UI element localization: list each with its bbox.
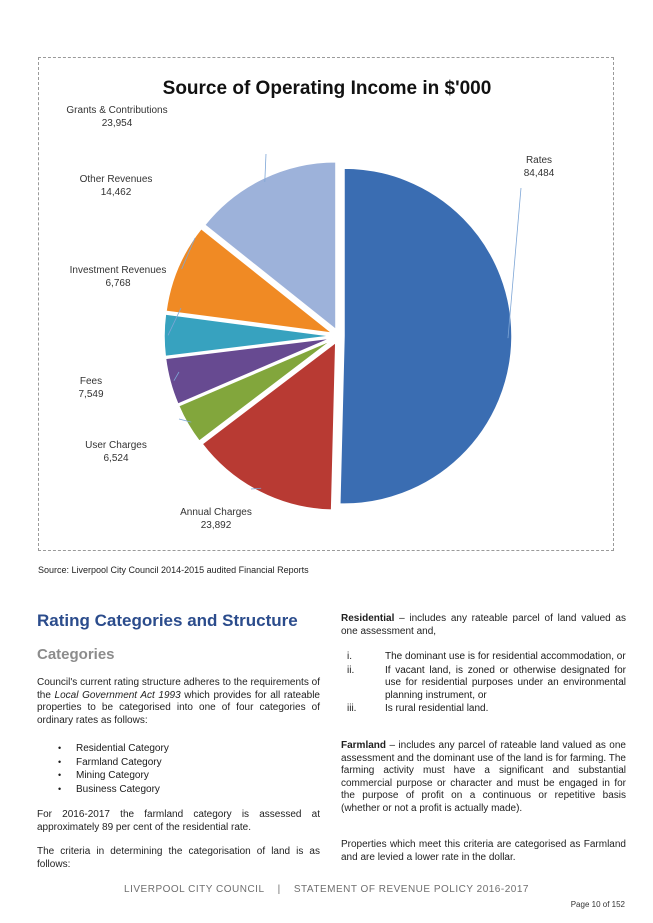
list-item: i. The dominant use is for residential accommodation, or [347, 651, 626, 662]
slice-label [85, 440, 147, 464]
farmland-paragraph: Farmland – includes any parcel of rateable land valued as one assessment and the dominant use of the land is for farming. The farming activity must have a significant and substantial commercial purpose or character and must be engaged in for the purpose of profit on a continuous or repetitive basis (whether or not a profit is actually made). [341, 740, 626, 814]
chart-title: Source of Operating Income in $'000 [162, 78, 492, 99]
slice-label [524, 155, 555, 179]
slice-value: 84,484 [523, 168, 555, 179]
slice-value: 6,768 [105, 278, 131, 289]
slice-name: Investment Revenues [69, 265, 167, 276]
slice-value: 7,549 [78, 389, 104, 400]
slice-label [78, 376, 103, 400]
list-item: ii. If vacant land, is zoned or otherwise designated for use for residential purposes under an environmental planning instrument, or [347, 664, 626, 701]
chart-frame [38, 57, 614, 551]
slice-name: Fees [79, 376, 103, 387]
residential-paragraph: Residential – includes any rateable parcel of land valued as one assessment and, [341, 613, 626, 637]
farmland-criteria-paragraph: Properties which meet this criteria are categorised as Farmland and are levied a lower rate in the dollar. [341, 839, 626, 863]
list-item: iii. Is rural residential land. [347, 703, 489, 714]
residential-criteria-list [341, 651, 626, 717]
slice-label [80, 174, 153, 198]
leader-line [508, 188, 521, 338]
slice-value: 23,892 [200, 520, 232, 531]
slice-label [66, 105, 167, 129]
list-item: • Farmland Category [58, 756, 169, 770]
subsection-heading: Categories [37, 646, 115, 663]
slice-name: Rates [525, 155, 553, 166]
slice-label [180, 507, 252, 531]
source-note: Source: Liverpool City Council 2014-2015 audited Financial Reports [38, 565, 309, 575]
slice-value: 23,954 [101, 118, 133, 129]
slice-value: 6,524 [103, 453, 129, 464]
list-item: • Mining Category [58, 769, 169, 783]
pie-slice-rates [340, 168, 512, 504]
intro-paragraph: Council's current rating structure adheres to the requirements of the Local Government Act 1993 which provides for all rateable properties to be categorised into one of four categories of ordinary rates as follows: [37, 677, 320, 726]
slice-value: 14,462 [100, 187, 132, 198]
page-footer: LIVERPOOL CITY COUNCIL | STATEMENT OF REVENUE POLICY 2016-2017 [124, 884, 529, 895]
slice-name: User Charges [85, 440, 147, 451]
slice-name: Grants & Contributions [66, 105, 168, 116]
farmland-rate-paragraph: For 2016-2017 the farmland category is assessed at approximately 89 per cent of the residential rate. [37, 809, 320, 833]
section-heading: Rating Categories and Structure [37, 611, 298, 630]
page-number: Page 10 of 152 [570, 900, 625, 909]
pie-chart [39, 58, 615, 552]
slice-label [70, 265, 167, 289]
slice-name: Other Revenues [79, 174, 153, 185]
category-list [58, 742, 169, 796]
slice-name: Annual Charges [180, 507, 252, 518]
list-item: • Residential Category [58, 742, 169, 756]
list-item: • Business Category [58, 783, 169, 797]
criteria-paragraph: The criteria in determining the categorisation of land is as follows: [37, 846, 320, 870]
